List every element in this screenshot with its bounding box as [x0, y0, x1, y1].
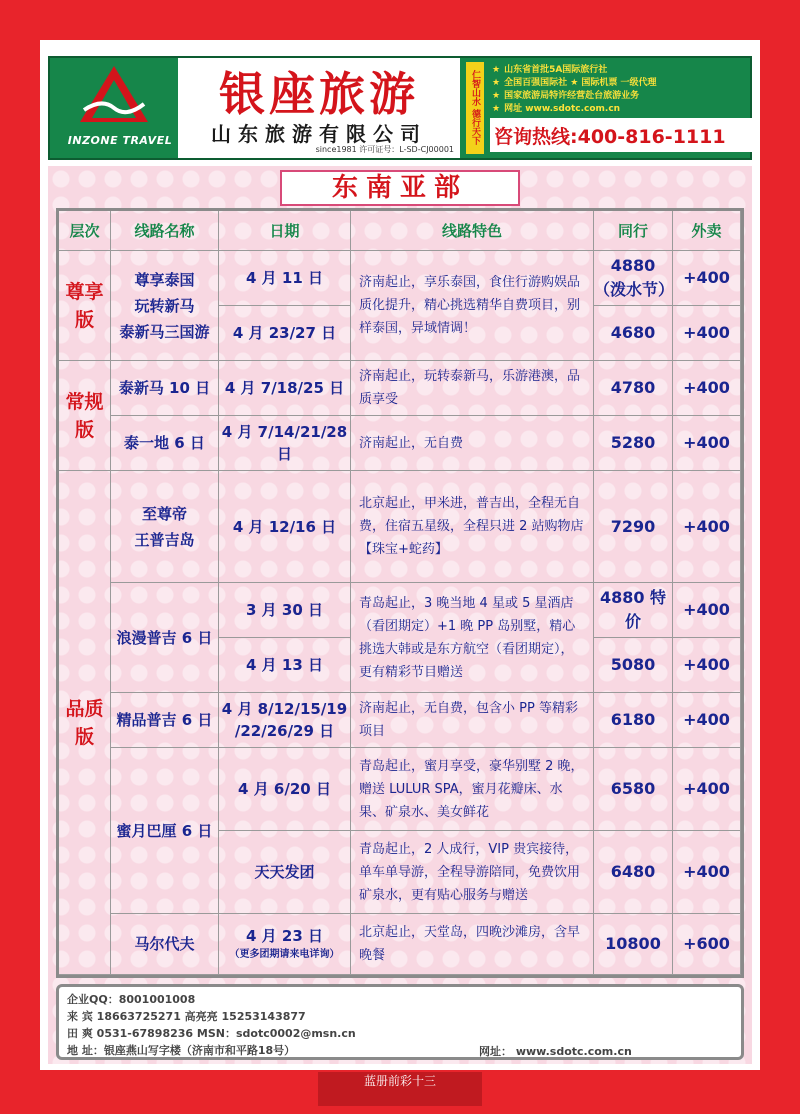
brand-box [178, 58, 460, 158]
peer-price: 5280 [594, 416, 673, 471]
feature-cell: 济南起止，无自费 [351, 416, 594, 471]
peer-price: 4880 （泼水节） [594, 251, 673, 306]
route-table [56, 208, 744, 978]
website: 网址： www.sdotc.com.cn [479, 1045, 632, 1058]
brand-name: 银座旅游 [219, 67, 419, 121]
tier-label: 尊享版 [59, 251, 111, 361]
hotline-box [490, 118, 752, 152]
date-cell: 4 月 23/27 日 [219, 306, 351, 361]
retail-price: +400 [673, 693, 741, 748]
retail-price: +400 [673, 748, 741, 831]
feature-cell: 济南起止，无自费，包含小 PP 等精彩项目 [351, 693, 594, 748]
feature-cell: 北京起止，甲米进，普吉出，全程无自费，住宿五星级，全程只进 2 站购物店【珠宝+蛇药】 [351, 471, 594, 583]
star-icon: ★ [492, 104, 501, 114]
route-name: 尊享泰国 玩转新马 泰新马三国游 [111, 251, 219, 361]
bullet-item: ★ 国家旅游局特许经营赴台旅游业务 [492, 91, 640, 101]
column-header: 外卖 [673, 211, 741, 251]
date-cell: 天天发团 [219, 831, 351, 914]
address-line: 地 址：银座燕山写字楼（济南市和平路18号） [67, 1044, 296, 1057]
retail-price: +400 [673, 583, 741, 638]
date-cell: 4 月 23 日 （更多团期请来电详询） [219, 914, 351, 975]
date-cell: 4 月 8/12/15/19 /22/26/29 日 [219, 693, 351, 748]
peer-price: 4880 特价 [594, 583, 673, 638]
column-header: 层次 [59, 211, 111, 251]
retail-price: +400 [673, 251, 741, 306]
qq-line: 企业QQ：8001001008 [67, 993, 196, 1006]
peer-price: 5080 [594, 638, 673, 693]
date-cell: 4 月 6/20 日 [219, 748, 351, 831]
column-header: 同行 [594, 211, 673, 251]
retail-price: +600 [673, 914, 741, 975]
date-cell: 4 月 11 日 [219, 251, 351, 306]
feature-cell: 青岛起止，蜜月享受，豪华别墅 2 晚，赠送 LULUR SPA，蜜月花瓣床、水果、矿泉水、美女鲜花 [351, 748, 594, 831]
star-icon: ★ [492, 91, 501, 101]
peer-price: 4680 [594, 306, 673, 361]
retail-price: +400 [673, 361, 741, 416]
retail-price: +400 [673, 471, 741, 583]
date-cell: 3 月 30 日 [219, 583, 351, 638]
feature-cell: 青岛起止，3 晚当地 4 星或 5 星酒店（看团期定）+1 晚 PP 岛别墅，精心挑选大韩或是东方航空（看团期定），更有精彩节目赠送 [351, 583, 594, 693]
route-name: 马尔代夫 [111, 914, 219, 975]
msn-line: 田 爽 0531-67898236 MSN：sdotc0002@msn.cn [67, 1027, 356, 1040]
contact-footer [56, 984, 744, 1060]
retail-price: +400 [673, 831, 741, 914]
feature-cell: 北京起止，天堂岛，四晚沙滩房，含早晚餐 [351, 914, 594, 975]
column-header: 日期 [219, 211, 351, 251]
bullet-item: ★ 网址 www.sdotc.com.cn [492, 104, 621, 114]
date-cell: 4 月 7/18/25 日 [219, 361, 351, 416]
retail-price: +400 [673, 306, 741, 361]
feature-cell: 济南起止，玩转泰新马，乐游港澳，品质享受 [351, 361, 594, 416]
date-cell: 4 月 13 日 [219, 638, 351, 693]
peer-price: 6180 [594, 693, 673, 748]
date-cell: 4 月 12/16 日 [219, 471, 351, 583]
route-name: 蜜月巴厘 6 日 [111, 748, 219, 914]
route-name: 至尊帝 王普吉岛 [111, 471, 219, 583]
feature-cell: 青岛起止，2 人成行，VIP 贵宾接待，单车单导游，全程导游陪同，免费饮用矿泉水，更有贴心服务与赠送 [351, 831, 594, 914]
feature-bullets [492, 64, 750, 116]
mountain-logo-icon [78, 64, 150, 126]
bullet-item: ★ 全国百强国际社 ★ 国际机票 一级代理 [492, 78, 657, 88]
brand-subtitle: 山东旅游有限公司 [211, 122, 427, 146]
peer-price: 6480 [594, 831, 673, 914]
peer-price: 4780 [594, 361, 673, 416]
column-header: 线路特色 [351, 211, 594, 251]
peer-price: 7290 [594, 471, 673, 583]
hotline: 咨询热线:400-816-1111 [494, 126, 726, 148]
feature-cell: 济南起止，享乐泰国，食住行游购娱品质化提升，精心挑选精华自费项目，别样泰国，异域情调！ [351, 251, 594, 361]
route-name: 泰一地 6 日 [111, 416, 219, 471]
star-icon: ★ [492, 78, 501, 88]
route-name: 泰新马 10 日 [111, 361, 219, 416]
route-name: 精品普吉 6 日 [111, 693, 219, 748]
company-logo [60, 64, 173, 152]
tier-label: 品质版 [59, 471, 111, 975]
tier-label: 常规版 [59, 361, 111, 471]
page-tag: 蓝册前彩十三 [318, 1072, 482, 1106]
column-header: 线路名称 [111, 211, 219, 251]
retail-price: +400 [673, 638, 741, 693]
peer-price: 10800 [594, 914, 673, 975]
route-name: 浪漫普吉 6 日 [111, 583, 219, 693]
bullet-item: ★ 山东省首批5A国际旅行社 [492, 65, 608, 75]
retail-price: +400 [673, 416, 741, 471]
star-icon: ★ [492, 65, 501, 75]
slogan: 仁智山水 德行天下 [466, 62, 484, 154]
date-cell: 4 月 7/14/21/28 日 [219, 416, 351, 471]
logo-text: INZONE TRAVEL [67, 134, 173, 147]
phone-line: 来 宾 18663725271 高亮亮 15253143877 [67, 1010, 306, 1023]
section-title: 东南亚部 [280, 170, 520, 206]
license-number: since1981 许可证号：L-SD-CJ00001 [315, 145, 454, 154]
header-banner [48, 56, 752, 160]
peer-price: 6580 [594, 748, 673, 831]
